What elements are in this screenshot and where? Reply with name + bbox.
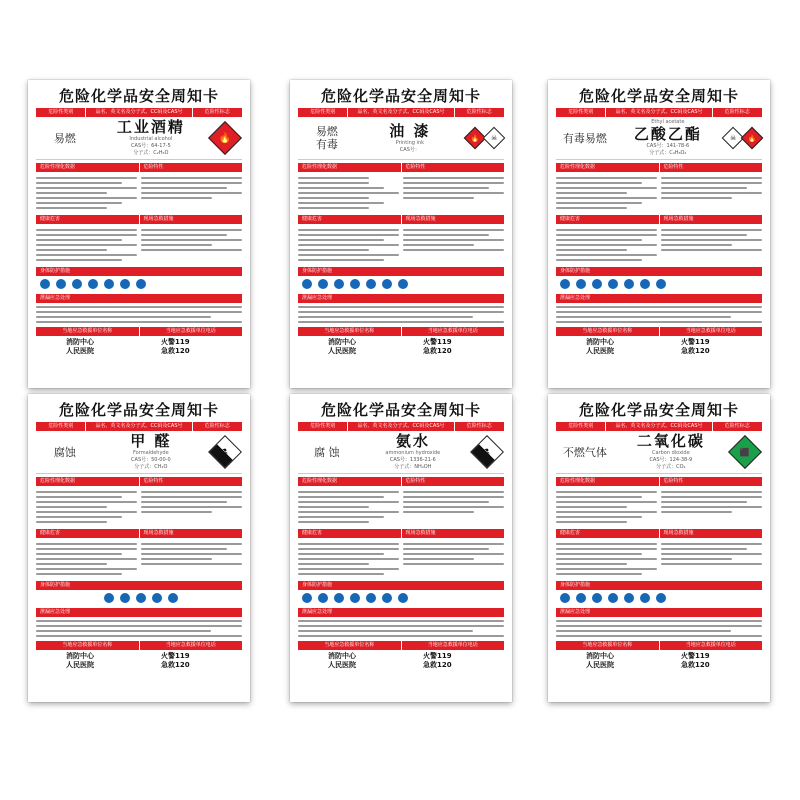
sec-health: 健康危害: [556, 215, 659, 224]
tel-fire: 火警119: [681, 338, 710, 346]
header-mid: 品名、英文名及分子式、CC码及CAS号: [605, 108, 712, 117]
header-mid: 品名、英文名及分子式、CC码及CAS号: [85, 108, 192, 117]
tel-fire: 火警119: [423, 652, 452, 660]
card-title: 危险化学品安全周知卡: [58, 87, 219, 105]
org-fire: 消防中心: [328, 652, 356, 660]
card-header-bar: [298, 108, 504, 117]
header-left: 危险性类别: [36, 422, 85, 431]
contact-body: [556, 338, 762, 356]
chemical-name-en: Industrial alcohol: [129, 136, 173, 142]
header-mid: 品名、英文名及分子式、CC码及CAS号: [347, 422, 454, 431]
contact-body: [298, 338, 504, 356]
org-hospital: 人民医院: [328, 661, 356, 669]
card-header-bar: [556, 422, 762, 431]
sec-firstaid: 现场急救措施: [401, 215, 505, 224]
contact-right-head: 当地应急救援单位电话: [659, 641, 763, 650]
contact-left-head: 当地应急救援单位名称: [36, 641, 139, 650]
name-row: [298, 431, 504, 474]
tel-ambulance: 急救120: [423, 347, 452, 355]
hazard-category: 不燃气体: [562, 445, 607, 459]
sec-hazard: 危险特性: [401, 477, 505, 486]
chemical-name-zh: 甲 醛: [130, 432, 172, 450]
cas-number: CAS号：: [399, 146, 420, 153]
hazard-category: 易燃 有毒: [315, 125, 338, 151]
sec-leak: 泄漏应急处理: [36, 608, 242, 617]
cas-number: CAS号：50-00-0: [131, 457, 171, 463]
ppe-icons: [36, 593, 242, 605]
contact-body: [298, 652, 504, 670]
chemical-name-zh: 氨水: [395, 432, 430, 450]
hazard-category: 腐蚀: [53, 445, 76, 459]
corrosive-diamond-icon: ⚗: [470, 435, 504, 469]
tel-fire: 火警119: [423, 338, 452, 346]
formula: 分子式：CH₂O: [134, 464, 168, 470]
chemical-name-en: Printing ink: [395, 139, 424, 146]
header-left: 危险性类别: [298, 422, 347, 431]
tel-fire: 火警119: [681, 652, 710, 660]
sec-hazard: 危险特性: [659, 477, 763, 486]
header-left: 危险性类别: [298, 108, 347, 117]
hazard-category: 有毒易燃: [562, 131, 607, 145]
formula: 分子式：CO₂: [656, 464, 686, 470]
hazard-category: 腐 蚀: [314, 445, 340, 459]
ppe-icons: [298, 279, 504, 291]
safety-card-1: [28, 80, 250, 388]
formula: 分子式：NH₄OH: [394, 464, 432, 470]
org-hospital: 人民医院: [586, 347, 614, 355]
header-right: 危险性标志: [193, 108, 242, 117]
ppe-icons: [556, 279, 762, 291]
chemical-name-zh: 油 漆: [389, 121, 431, 140]
chemical-name: [356, 433, 470, 471]
card-header-bar: [556, 108, 762, 117]
flame-diamond-icon: 🔥 ☠: [464, 121, 504, 155]
header-mid: 品名、英文名及分子式、CC码及CAS号: [347, 108, 454, 117]
sec-health: 健康危害: [36, 529, 139, 538]
card-title: 危险化学品安全周知卡: [578, 87, 739, 105]
sec-props: 危险性理化数据: [36, 477, 139, 486]
header-mid: 品名、英文名及分子式、CC码及CAS号: [85, 422, 192, 431]
sec-props: 危险性理化数据: [298, 163, 401, 172]
hazard-category: 易燃: [53, 131, 76, 145]
sec-ppe: 身体防护措施: [36, 581, 242, 590]
header-mid: 品名、英文名及分子式、CC码及CAS号: [605, 422, 712, 431]
sec-props: 危险性理化数据: [36, 163, 139, 172]
chemical-name-zh: 乙酸乙酯: [633, 125, 702, 143]
card-title: 危险化学品安全周知卡: [320, 87, 481, 105]
sec-props: 危险性理化数据: [298, 477, 401, 486]
header-right: 危险性标志: [455, 422, 504, 431]
org-hospital: 人民医院: [66, 661, 94, 669]
contact-left-head: 当地应急救援单位名称: [298, 641, 401, 650]
ppe-icons: [556, 593, 762, 605]
formula: 分子式：C₄H₈O₂: [649, 150, 687, 156]
contact-right-head: 当地应急救援单位电话: [659, 327, 763, 336]
sec-props: 危险性理化数据: [556, 163, 659, 172]
tel-fire: 火警119: [161, 338, 190, 346]
sec-hazard: 危险特性: [139, 477, 243, 486]
formula: 分子式：C₂H₅O: [133, 150, 169, 156]
sec-ppe: 身体防护措施: [556, 267, 762, 276]
sec-firstaid: 现场急救措施: [401, 529, 505, 538]
chemical-name-en: ammonium hydroxide: [385, 450, 441, 456]
safety-card-6: [548, 394, 770, 702]
card-header-bar: [36, 108, 242, 117]
cas-number: CAS号：124-38-9: [649, 457, 693, 463]
cas-number: CAS号：1336-21-6: [389, 457, 436, 463]
sec-health: 健康危害: [298, 215, 401, 224]
corrosive-diamond-icon: ⚗: [208, 435, 242, 469]
sec-health: 健康危害: [36, 215, 139, 224]
sec-leak: 泄漏应急处理: [298, 294, 504, 303]
tel-ambulance: 急救120: [161, 661, 190, 669]
org-hospital: 人民医院: [328, 347, 356, 355]
safety-card-2: [290, 80, 512, 388]
org-hospital: 人民医院: [66, 347, 94, 355]
safety-card-5: [290, 394, 512, 702]
chemical-name: [614, 119, 722, 157]
name-row: [556, 431, 762, 474]
chemical-name: [94, 119, 208, 157]
chemical-name-zh: 二氧化碳: [636, 432, 705, 450]
chemical-name: [614, 433, 728, 471]
safety-card-4: [28, 394, 250, 702]
header-left: 危险性类别: [556, 422, 605, 431]
name-row: [298, 117, 504, 160]
sec-firstaid: 现场急救措施: [139, 215, 243, 224]
chemical-name-en: Carbon dioxide: [652, 450, 690, 456]
ppe-icons: [298, 593, 504, 605]
sec-ppe: 身体防护措施: [36, 267, 242, 276]
header-left: 危险性类别: [556, 108, 605, 117]
name-row: [36, 117, 242, 160]
ppe-icons: [36, 279, 242, 291]
org-hospital: 人民医院: [586, 661, 614, 669]
safety-card-3: [548, 80, 770, 388]
contact-left-head: 当地应急救援单位名称: [556, 641, 659, 650]
sec-firstaid: 现场急救措施: [659, 215, 763, 224]
contact-left-head: 当地应急救援单位名称: [298, 327, 401, 336]
card-title: 危险化学品安全周知卡: [58, 401, 219, 419]
sec-leak: 泄漏应急处理: [556, 294, 762, 303]
cas-number: CAS号：141-78-6: [646, 143, 690, 149]
skull-diamond-icon: ☠ 🔥: [722, 121, 762, 155]
sec-ppe: 身体防护措施: [298, 267, 504, 276]
name-row: [556, 117, 762, 160]
header-right: 危险性标志: [193, 422, 242, 431]
contact-body: [556, 652, 762, 670]
chemical-name: [356, 123, 464, 154]
chemical-name-en: Ethyl acetate: [651, 119, 685, 125]
tel-ambulance: 急救120: [681, 347, 710, 355]
header-right: 危险性标志: [713, 108, 762, 117]
chemical-name: [94, 433, 208, 471]
contact-right-head: 当地应急救援单位电话: [401, 641, 505, 650]
gas-cylinder-diamond-icon: ⬛: [728, 435, 762, 469]
sec-leak: 泄漏应急处理: [298, 608, 504, 617]
sec-health: 健康危害: [298, 529, 401, 538]
org-fire: 消防中心: [66, 338, 94, 346]
header-right: 危险性标志: [455, 108, 504, 117]
name-row: [36, 431, 242, 474]
card-header-bar: [36, 422, 242, 431]
sec-hazard: 危险特性: [659, 163, 763, 172]
tel-ambulance: 急救120: [423, 661, 452, 669]
org-fire: 消防中心: [328, 338, 356, 346]
contact-left-head: 当地应急救援单位名称: [36, 327, 139, 336]
card-header-bar: [298, 422, 504, 431]
tel-ambulance: 急救120: [161, 347, 190, 355]
contact-left-head: 当地应急救援单位名称: [556, 327, 659, 336]
contact-right-head: 当地应急救援单位电话: [401, 327, 505, 336]
sec-firstaid: 现场急救措施: [139, 529, 243, 538]
contact-right-head: 当地应急救援单位电话: [139, 327, 243, 336]
tel-fire: 火警119: [161, 652, 190, 660]
header-right: 危险性标志: [713, 422, 762, 431]
sec-leak: 泄漏应急处理: [36, 294, 242, 303]
flame-diamond-icon: 🔥: [208, 121, 242, 155]
org-fire: 消防中心: [586, 338, 614, 346]
card-title: 危险化学品安全周知卡: [578, 401, 739, 419]
sec-hazard: 危险特性: [401, 163, 505, 172]
sec-firstaid: 现场急救措施: [659, 529, 763, 538]
org-fire: 消防中心: [66, 652, 94, 660]
sec-hazard: 危险特性: [139, 163, 243, 172]
cas-number: CAS号：64-17-5: [131, 143, 171, 149]
org-fire: 消防中心: [586, 652, 614, 660]
sec-ppe: 身体防护措施: [298, 581, 504, 590]
sec-props: 危险性理化数据: [556, 477, 659, 486]
card-title: 危险化学品安全周知卡: [320, 401, 481, 419]
chemical-name-zh: 工业酒精: [116, 118, 185, 136]
chemical-name-en: Formaldehyde: [132, 450, 169, 456]
contact-body: [36, 652, 242, 670]
header-left: 危险性类别: [36, 108, 85, 117]
sec-ppe: 身体防护措施: [556, 581, 762, 590]
contact-body: [36, 338, 242, 356]
tel-ambulance: 急救120: [681, 661, 710, 669]
contact-right-head: 当地应急救援单位电话: [139, 641, 243, 650]
sec-leak: 泄漏应急处理: [556, 608, 762, 617]
sec-health: 健康危害: [556, 529, 659, 538]
